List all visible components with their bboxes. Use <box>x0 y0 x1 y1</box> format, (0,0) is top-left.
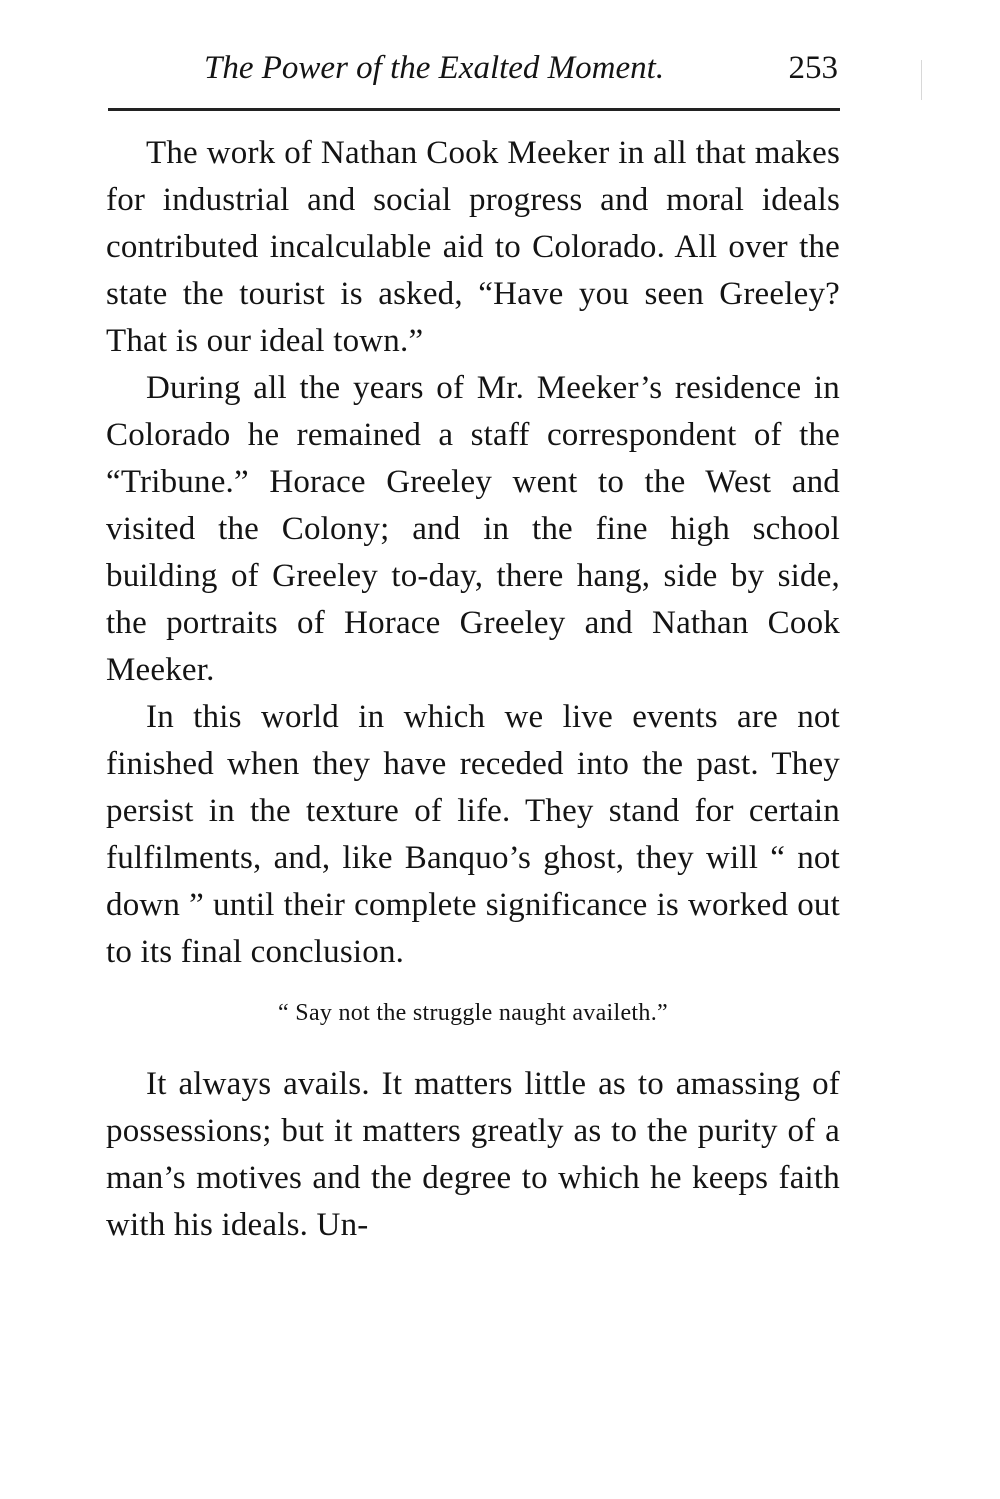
paragraph-3: In this world in which we live events are not finished when they have receded into the past. They persist in the texture of life. They stand for certain fulfilments, and, like Banquo’s ghost, they will “ not down ” until their complete significance is worked out to its final conclusion. <box>106 699 840 970</box>
page-edge-mark <box>921 60 922 100</box>
paragraph-2: During all the years of Mr. Meeker’s residence in Colorado he remained a staff correspondent of the “Tribune.” Horace Greeley went to the West and visited the Colony; and in the fine high school building of Greeley to-day, there hang, side by side, the portraits of Horace Greeley and Nathan Cook Meeker. <box>106 370 840 688</box>
running-title: The Power of the Exalted Moment. <box>204 50 665 86</box>
header-rule <box>108 108 840 111</box>
paragraph-1: The work of Nathan Cook Meeker in all that makes for industrial and social progress and moral ideals contributed incalculable aid to Colorado. All over the state the tourist is asked, “Have you seen Greeley? That is our ideal town.” <box>106 135 840 359</box>
page-number: 253 <box>788 50 838 86</box>
block-quote: “ Say not the struggle naught availeth.” <box>278 1000 668 1026</box>
running-head <box>106 50 840 94</box>
paragraph-4: It always avails. It matters little as to amassing of possessions; but it matters greatly as to the purity of a man’s motives and the degree to which he keeps faith with his ideals. Un- <box>106 1066 840 1243</box>
body-text <box>106 130 840 1249</box>
